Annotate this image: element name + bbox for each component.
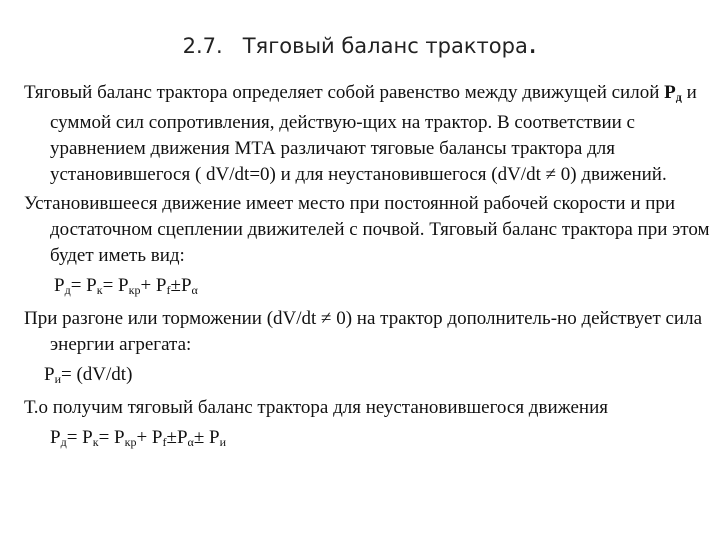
formula-subscript: д [60, 435, 67, 449]
formula-subscript: и [54, 372, 61, 386]
paragraph-definition [24, 80, 714, 188]
formula-inertia-force [24, 362, 714, 392]
formula-subscript: кр [128, 283, 141, 297]
driving-force-subscript: д [675, 90, 682, 104]
formula-term: + Р [136, 427, 163, 448]
paragraph-acceleration: При разгоне или торможении (dV/dt ≠ 0) на трактор дополнитель-но действует сила энергии агрегата: [24, 308, 703, 355]
formula-subscript: α [191, 283, 198, 297]
formula-term: + Р [140, 275, 167, 296]
formula-subscript: f [166, 283, 171, 297]
slide-body [24, 80, 714, 455]
formula-subscript: кр [124, 435, 137, 449]
paragraph-unsteady-motion: Т.о получим тяговый баланс трактора для неустановившегося движения [24, 397, 608, 418]
formula-steady-balance [24, 273, 714, 303]
formula-term: = Р [102, 275, 129, 296]
formula-subscript: к [92, 435, 99, 449]
section-number: 2.7. [182, 34, 223, 58]
formula-subscript: д [64, 283, 71, 297]
formula-term: ± Р [193, 427, 220, 448]
driving-force-symbol: Р [664, 82, 676, 103]
paragraph-definition-start: Тяговый баланс трактора определяет собой равенство между движущей силой [24, 82, 665, 103]
formula-term: ±Р [170, 275, 192, 296]
formula-term: = Р [66, 427, 93, 448]
formula-subscript: f [162, 435, 167, 449]
paragraph-definition-end: и суммой сил сопротивления, действую-щих на трактор. В соответствии с уравнением движения МТА различают тяговые балансы трактора для установившегося ( dV/dt=0) и для неустановившегося (dV/dt ≠ 0) движений. [50, 82, 697, 185]
formula-term: = (dV/dt) [61, 364, 133, 385]
formula-term: = Р [70, 275, 97, 296]
title-text: Тяговый баланс трактора [242, 34, 528, 58]
formula-term: ±Р [166, 427, 188, 448]
slide-title [0, 26, 720, 61]
formula-term: Р [44, 364, 55, 385]
formula-term: Р [54, 275, 65, 296]
title-dot: . [527, 26, 538, 61]
formula-subscript: α [187, 435, 194, 449]
formula-subscript: к [96, 283, 103, 297]
formula-subscript: и [219, 435, 226, 449]
formula-term: = Р [98, 427, 125, 448]
paragraph-steady-motion: Установившееся движение имеет место при постоянной рабочей скорости и при достаточном сцеплении движителей с почвой. Тяговый баланс трактора при этом будет иметь вид: [24, 193, 710, 266]
formula-term: Р [50, 427, 61, 448]
formula-unsteady-balance [24, 425, 714, 455]
